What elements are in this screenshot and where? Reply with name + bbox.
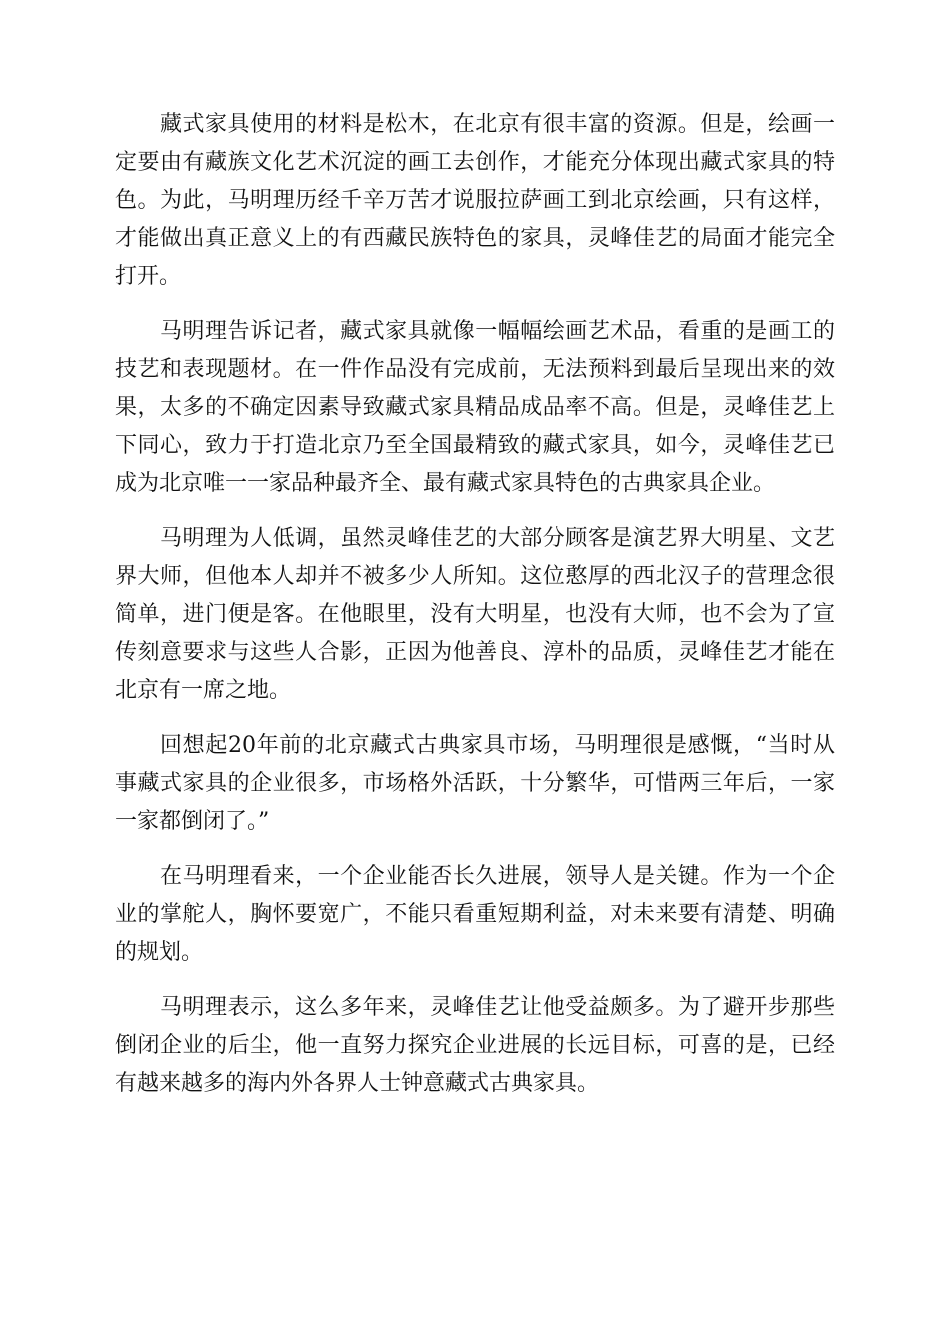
paragraph-5: 在马明理看来，一个企业能否长久进展，领导人是关键。作为一个企业的掌舵人，胸怀要宽广，不能只看重短期利益，对未来要有清楚、明确的规划。: [115, 864, 835, 965]
paragraph-6: 马明理表示，这么多年来，灵峰佳艺让他受益颇多。为了避开步那些倒闭企业的后尘，他一直努力探究企业进展的长远目标，可喜的是，已经有越来越多的海内外各界人士钟意藏式古典家具。: [115, 995, 835, 1096]
document-page: [115, 106, 835, 1120]
paragraph-4: 回想起20年前的北京藏式古典家具市场，马明理很是感慨，“当时从事藏式家具的企业很多，市场格外活跃，十分繁华，可惜两三年后，一家一家都倒闭了。”: [115, 733, 835, 834]
paragraph-3: 马明理为人低调，虽然灵峰佳艺的大部分顾客是演艺界大明星、文艺界大师，但他本人却并不被多少人所知。这位憨厚的西北汉子的营理念很简单，进门便是客。在他眼里，没有大明星，也没有大师，也不会为了宣传刻意要求与这些人合影，正因为他善良、淳朴的品质，灵峰佳艺才能在北京有一席之地。: [115, 526, 835, 703]
paragraph-2: 马明理告诉记者，藏式家具就像一幅幅绘画艺术品，看重的是画工的技艺和表现题材。在一件作品没有完成前，无法预料到最后呈现出来的效果，太多的不确定因素导致藏式家具精品成品率不高。但是，灵峰佳艺上下同心，致力于打造北京乃至全国最精致的藏式家具，如今，灵峰佳艺已成为北京唯一一家品种最齐全、最有藏式家具特色的古典家具企业。: [115, 319, 835, 496]
paragraph-1: 藏式家具使用的材料是松木，在北京有很丰富的资源。但是，绘画一定要由有藏族文化艺术沉淀的画工去创作，才能充分体现出藏式家具的特色。为此，马明理历经千辛万苦才说服拉萨画工到北京绘画，只有这样，才能做出真正意义上的有西藏民族特色的家具，灵峰佳艺的局面才能完全打开。: [115, 112, 835, 289]
